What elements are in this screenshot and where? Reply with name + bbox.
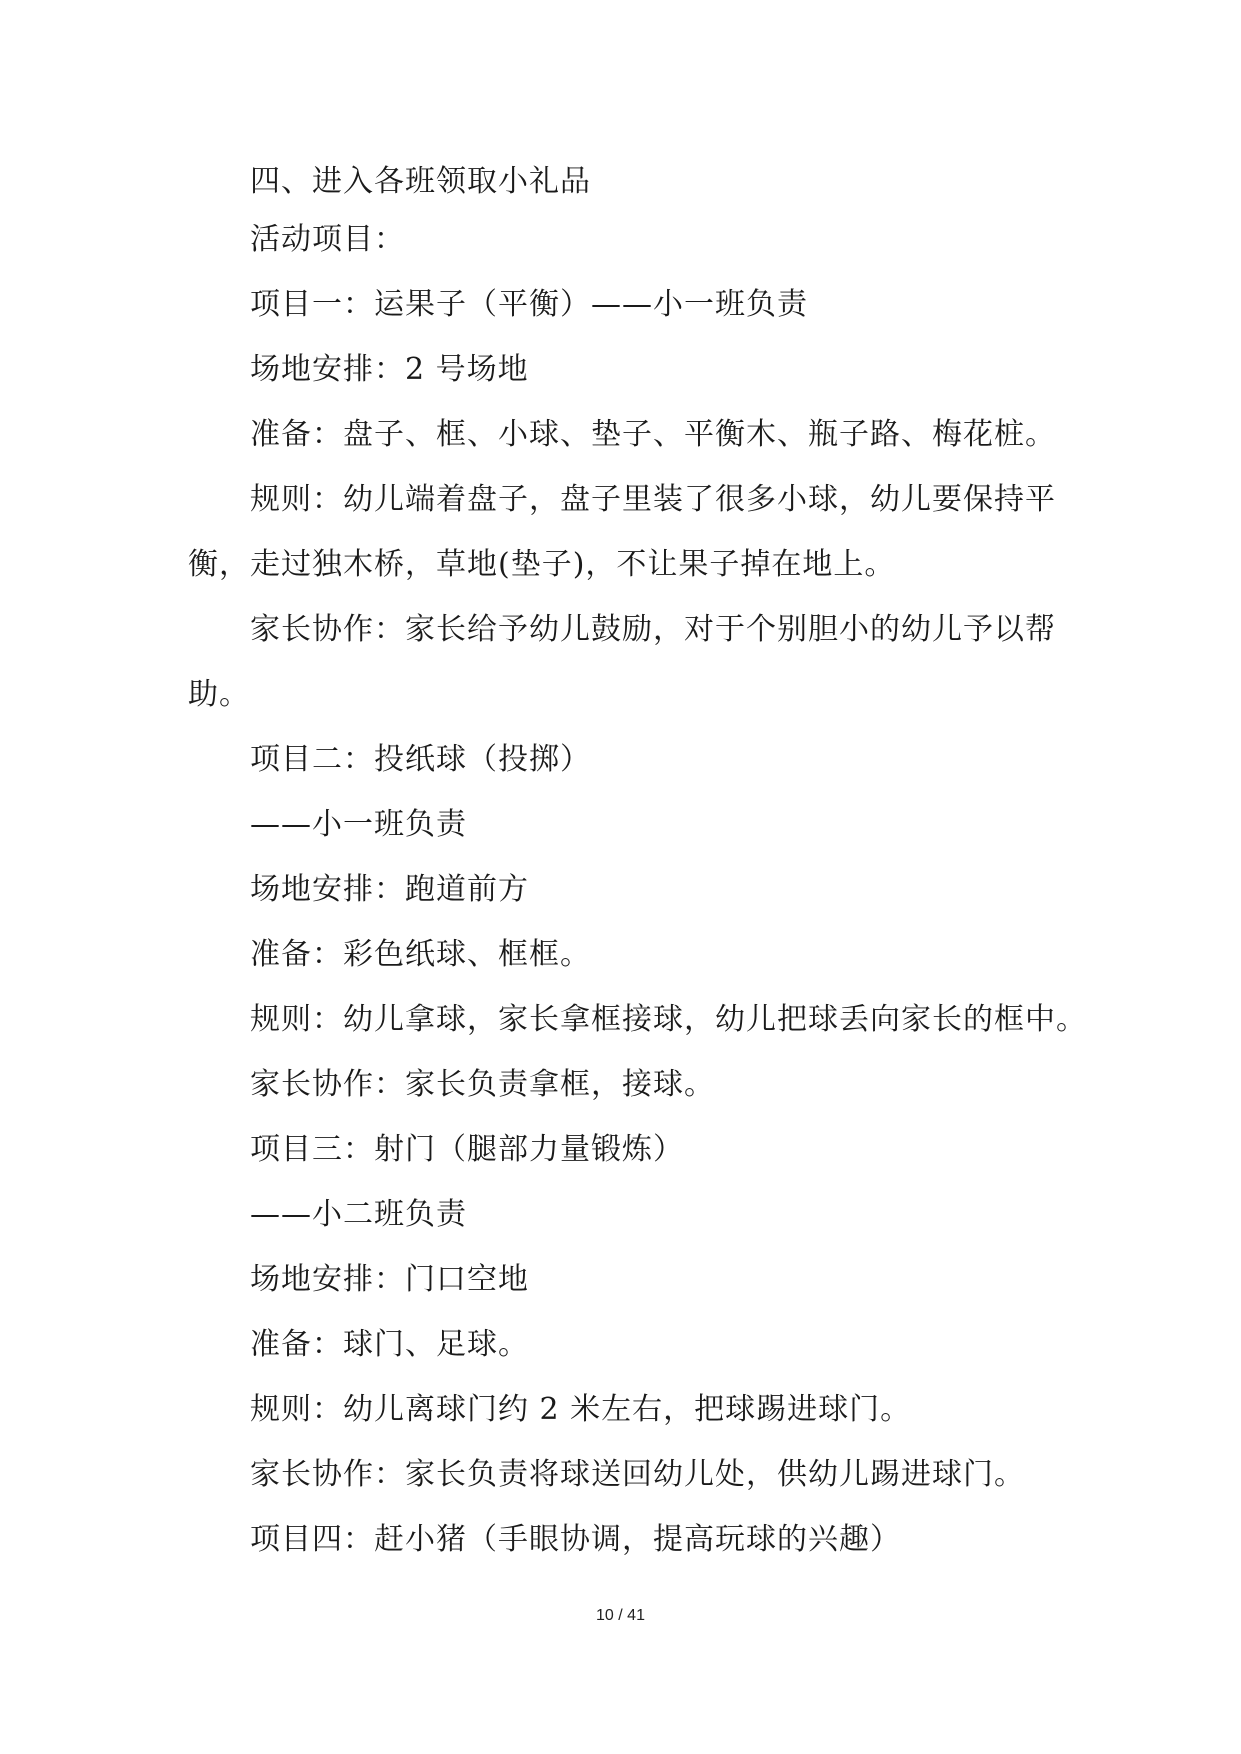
text-line: 项目二：投纸球（投掷）	[250, 742, 591, 777]
text-line: 家长协作：家长负责将球送回幼儿处，供幼儿踢进球门。	[250, 1457, 1025, 1492]
text-line: 准备：彩色纸球、框框。	[250, 937, 591, 972]
text-line: 准备：盘子、框、小球、垫子、平衡木、瓶子路、梅花桩。	[250, 417, 1056, 452]
text-line: 项目三：射门（腿部力量锻炼）	[250, 1132, 684, 1167]
text-line: 项目四：赶小猪（手眼协调，提高玩球的兴趣）	[250, 1522, 901, 1557]
text-line: 助。	[188, 677, 250, 712]
text-line: 四、进入各班领取小礼品	[250, 164, 591, 199]
text-line: 项目一：运果子（平衡）——小一班负责	[250, 287, 808, 322]
text-line: 规则：幼儿端着盘子，盘子里装了很多小球，幼儿要保持平	[250, 482, 1056, 517]
page-number: 10 / 41	[596, 1607, 645, 1624]
text-line: 规则：幼儿离球门约 2 米左右，把球踢进球门。	[250, 1392, 912, 1427]
text-line: 场地安排：门口空地	[250, 1262, 529, 1297]
text-line: ——小一班负责	[250, 807, 467, 842]
text-line: 活动项目：	[250, 222, 405, 257]
text-line: ——小二班负责	[250, 1197, 467, 1232]
text-line: 准备：球门、足球。	[250, 1327, 529, 1362]
text-line: 场地安排：2 号场地	[250, 352, 529, 387]
text-line: 场地安排：跑道前方	[250, 872, 529, 907]
text-line: 家长协作：家长给予幼儿鼓励，对于个别胆小的幼儿予以帮	[250, 612, 1056, 647]
text-line: 衡，走过独木桥，草地(垫子)，不让果子掉在地上。	[188, 547, 896, 582]
text-line: 规则：幼儿拿球，家长拿框接球，幼儿把球丢向家长的框中。	[250, 1002, 1087, 1037]
text-line: 家长协作：家长负责拿框，接球。	[250, 1067, 715, 1102]
